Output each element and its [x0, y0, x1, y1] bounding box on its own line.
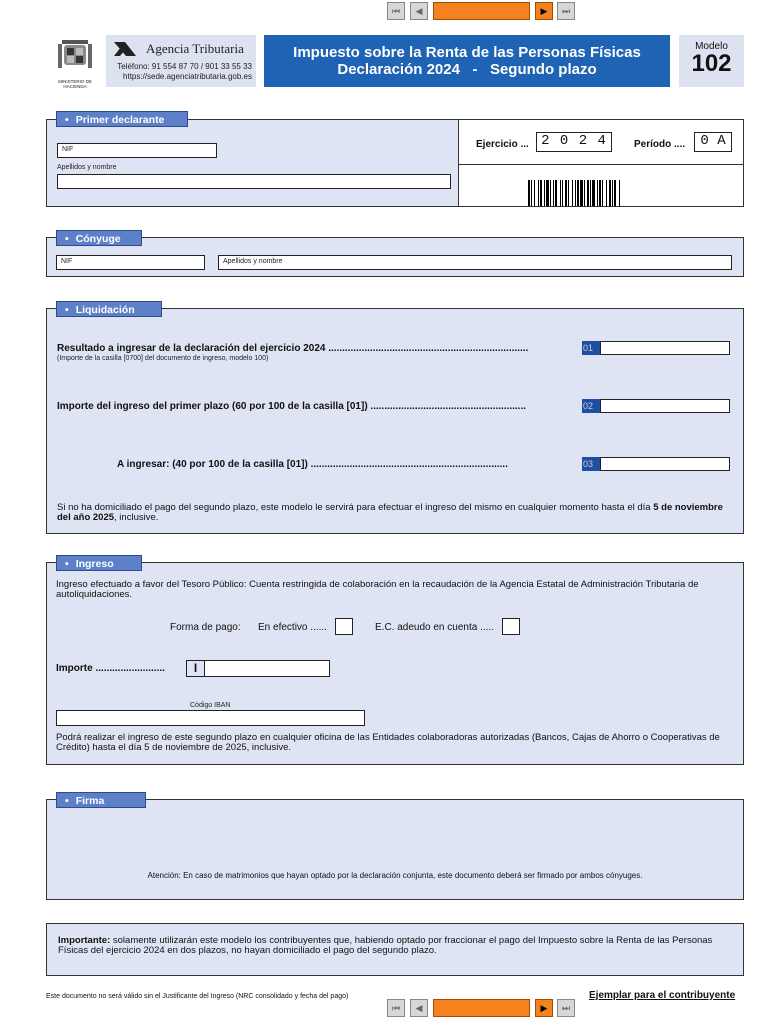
ejercicio-label: Ejercicio ...: [476, 139, 529, 150]
iban-input[interactable]: [56, 710, 365, 726]
next-page-icon-bottom: ▶: [540, 1003, 548, 1013]
importe-label: Importe .........................: [56, 663, 165, 674]
modelo-label: Modelo: [695, 41, 728, 52]
tab-ingreso: • Ingreso: [56, 555, 142, 571]
casilla-03-input[interactable]: [600, 457, 730, 471]
primer-name-field[interactable]: [57, 174, 451, 189]
prev-page-button-bottom[interactable]: [410, 999, 428, 1017]
importante-body: solamente utilizarán este modelo los contribuyentes que, habiendo optado por fraccionar el pago del Impuesto sobre la Renta de las Personas Físicas del ejercicio 2024 en dos plazos, no hayan domiciliado el pago del segundo plazo.: [58, 935, 713, 956]
liquidacion-row2-label: Importe del ingreso del primer plazo (60 por 100 de la casilla [01]) ........................................................: [57, 401, 527, 412]
agency-name: Agencia Tributaria: [146, 41, 244, 56]
ingreso-note: Podrá realizar el ingreso de este segundo plazo en cualquier oficina de las Entidades colaboradoras autorizadas (Bancos, Cajas de Ahorro o Cooperativas de Crédito) hasta el día 5 de noviembre de 2025, inclusive.: [56, 732, 720, 753]
page-indicator-bottom[interactable]: [433, 999, 530, 1017]
last-page-icon: ⏭: [561, 6, 571, 16]
agency-url: https://sede.agenciatributaria.gob.es: [123, 72, 252, 81]
primer-nif-field[interactable]: NIF: [57, 143, 217, 158]
periodo-label: Período ....: [634, 139, 686, 150]
prev-page-icon-bottom: ◀: [415, 1003, 423, 1013]
primer-name-label: Apellidos y nombre: [57, 164, 117, 171]
page-indicator[interactable]: [433, 2, 530, 20]
tab-primer-declarante: • Primer declarante: [56, 111, 188, 127]
first-page-button[interactable]: [387, 2, 405, 20]
importante-bold: Importante:: [58, 935, 111, 946]
casilla-02-label: 02: [582, 399, 600, 413]
footer-right: Ejemplar para el contribuyente: [589, 990, 736, 1001]
first-page-icon: ⏮: [391, 6, 401, 16]
prev-page-icon: ◀: [415, 6, 423, 16]
liquidacion-row3-label: A ingresar: (40 por 100 de la casilla [01]) .......................................................................: [117, 459, 508, 470]
tab-firma: • Firma: [56, 792, 146, 808]
iban-label: Código IBAN: [190, 702, 231, 709]
efectivo-label: En efectivo ......: [258, 622, 327, 633]
importe-code: I: [187, 661, 205, 676]
ministry-label: MINISTERIO DE HACIENDA: [58, 79, 92, 89]
agency-phone: Teléfono: 91 554 87 70 / 901 33 55 33: [117, 62, 252, 71]
next-page-button-bottom[interactable]: [535, 999, 553, 1017]
last-page-button[interactable]: [557, 2, 575, 20]
casilla-01-label: 01: [582, 341, 600, 355]
firma-note: Atención: En caso de matrimonios que hayan optado por la declaración conjunta, este documento deberá ser firmado por ambos cónyuges.: [147, 871, 643, 880]
barcode-icon: [528, 180, 673, 206]
next-page-button[interactable]: [535, 2, 553, 20]
agency-block: [106, 35, 256, 87]
casilla-02-input[interactable]: [600, 399, 730, 413]
last-page-button-bottom[interactable]: [557, 999, 575, 1017]
first-page-icon-bottom: ⏮: [391, 1003, 401, 1013]
prev-page-button[interactable]: [410, 2, 428, 20]
ingreso-intro: Ingreso efectuado a favor del Tesoro Público: Cuenta restringida de colaboración en la recaudación de la Agencia Estatal de Administración Tributaria de autoliquidaciones.: [56, 579, 699, 600]
ejercicio-value[interactable]: 2 0 2 4: [536, 132, 612, 152]
importe-input[interactable]: [186, 660, 330, 677]
last-page-icon-bottom: ⏭: [561, 1003, 571, 1013]
next-page-icon: ▶: [540, 6, 548, 16]
liquidacion-note-bold: 5 de noviembre del año 2025: [57, 502, 723, 523]
form-title-line2: Declaración 2024 - Segundo plazo: [337, 61, 597, 78]
form-title-line1: Impuesto sobre la Renta de las Personas Físicas: [293, 44, 641, 61]
liquidacion-note-prefix: Si no ha domiciliado el pago del segundo plazo, este modelo le servirá para efectuar el ingreso del mismo en cualquier momento hasta el día: [57, 502, 654, 513]
importante-text: [58, 936, 734, 956]
form-title: [264, 35, 670, 87]
efectivo-checkbox[interactable]: [335, 618, 353, 635]
casilla-03-label: 03: [582, 457, 600, 471]
liquidacion-row1-label: Resultado a ingresar de la declaración del ejercicio 2024 ........................................................................: [57, 343, 529, 354]
tab-conyuge: • Cónyuge: [56, 230, 142, 246]
casilla-01-input[interactable]: [600, 341, 730, 355]
liquidacion-row1-sub: (Importe de la casilla [0700] del documento de ingreso, modelo 100): [57, 355, 269, 362]
firma-panel: [46, 799, 744, 900]
forma-pago-label: Forma de pago:: [170, 622, 241, 633]
periodo-value[interactable]: 0 A: [694, 132, 732, 152]
liquidacion-note: [57, 503, 733, 523]
footer-left: Este documento no será válido sin el Justificante del Ingreso (NRC consolidado y fecha del pago): [46, 993, 349, 1000]
adeudo-checkbox[interactable]: [502, 618, 520, 635]
importante-panel: [46, 923, 744, 976]
first-page-button-bottom[interactable]: [387, 999, 405, 1017]
spain-coat-of-arms-icon: [55, 36, 95, 89]
agency-logo-icon: [112, 40, 138, 58]
modelo-number: 102: [691, 50, 732, 77]
liquidacion-note-suffix: , inclusive.: [114, 512, 159, 523]
tab-liquidacion: • Liquidación: [56, 301, 162, 317]
modelo-box: [679, 35, 744, 87]
conyuge-nif-field[interactable]: NIF: [56, 255, 205, 270]
conyuge-name-field[interactable]: Apellidos y nombre: [218, 255, 732, 270]
adeudo-label: E.C. adeudo en cuenta .....: [375, 622, 494, 633]
